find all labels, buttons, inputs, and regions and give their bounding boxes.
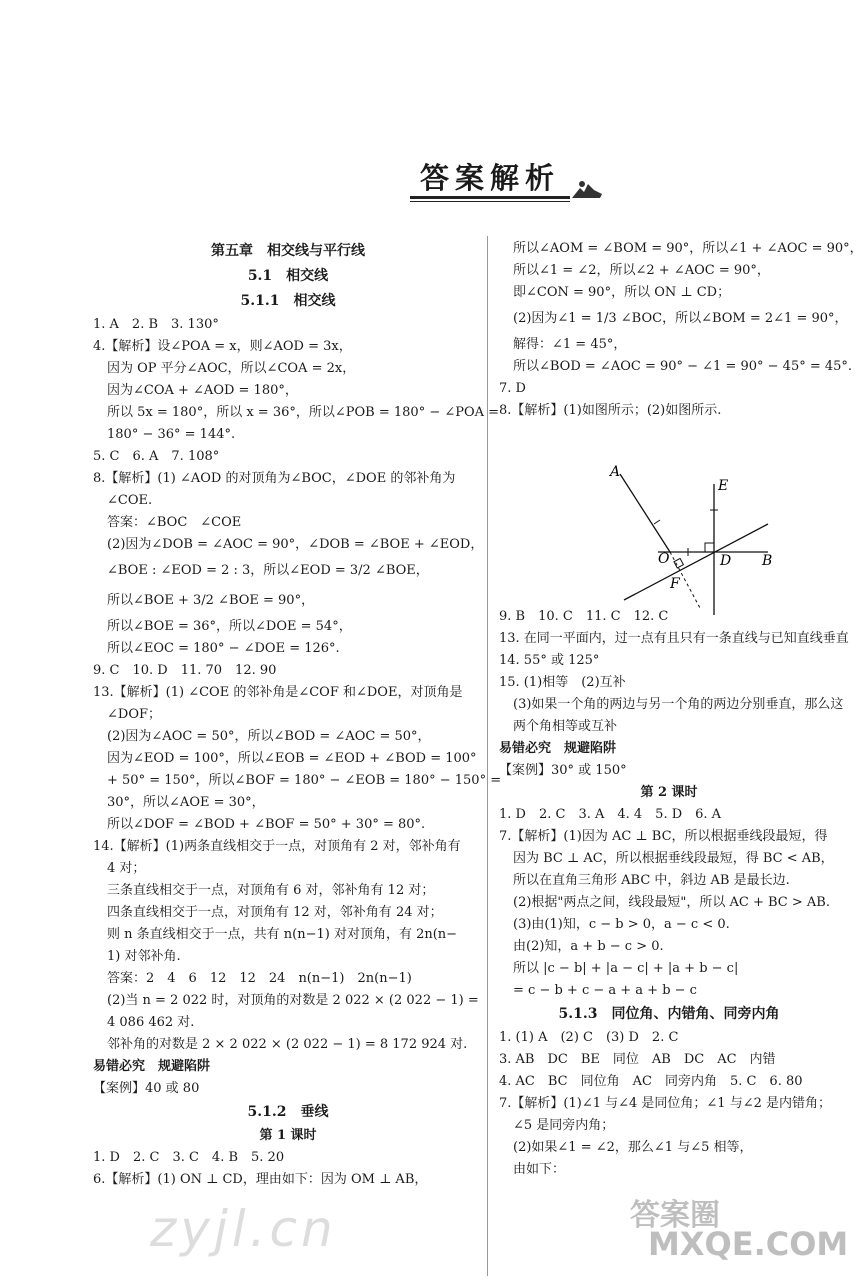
left-line: 1. D 2. C 3. C 4. B 5. 20 (93, 1150, 285, 1165)
right-line: 两个角相等或互补 (513, 719, 618, 734)
left-line: 第五章 相交线与平行线 (211, 243, 365, 259)
right-line: 解得：∠1 = 45°， (513, 337, 627, 352)
line-cd (624, 524, 768, 600)
right-line: 第 2 课时 (640, 785, 698, 800)
left-line: 则 n 条直线相交于一点，共有 n(n−1) 对对顶角，有 2n(n− (107, 927, 458, 942)
right-line: 5.1.3 同位角、内错角、同旁内角 (558, 1006, 780, 1022)
right-line: 所以 |c − b| + |a − c| + |a + b − c| (513, 961, 739, 976)
left-line: ∠BOE : ∠EOD = 2 : 3，所以∠EOD = 3/2 ∠BOE， (107, 563, 429, 578)
left-line: 答案：∠BOC ∠COE (107, 515, 242, 530)
page-title: 答案解析 (420, 161, 561, 195)
right-line: 9. B 10. C 11. C 12. C (499, 609, 669, 624)
right-line: 15. (1)相等 (2)互补 (499, 675, 626, 690)
left-line: (2)因为∠DOB = ∠AOC = 90°，∠DOB = ∠BOE + ∠EOD， (107, 537, 484, 552)
left-line: 5.1 相交线 (247, 268, 329, 284)
left-line: 【案例】40 或 80 (93, 1081, 200, 1096)
left-line: 4 对； (107, 861, 146, 876)
right-line: 所以∠BOD = ∠AOC = 90° − ∠1 = 90° − 45° = 45°. (513, 359, 853, 374)
right-line: 8.【解析】(1)如图所示；(2)如图所示. (499, 403, 722, 418)
ornament-icon (570, 176, 604, 202)
left-line: 因为∠EOD = 100°，所以∠EOB = ∠EOD + ∠BOD = 100° (107, 751, 477, 766)
left-line: 14.【解析】(1)两条直线相交于一点，对顶角有 2 对，邻补角有 (93, 839, 461, 854)
geometry-figure (598, 460, 798, 620)
right-line: 由如下： (513, 1162, 566, 1177)
right-line: = c − b + c − a + a + b − c (513, 983, 697, 998)
right-line: 7.【解析】(1)因为 AC ⊥ BC，所以根据垂线段最短，得 (499, 829, 828, 844)
right-line: ∠5 是同旁内角； (513, 1118, 615, 1133)
left-line: 所以∠EOC = 180° − ∠DOE = 126°. (107, 641, 340, 656)
left-line: 所以∠BOE = 36°，所以∠DOE = 54°， (107, 619, 352, 634)
right-line: 【案例】30° 或 150° (499, 763, 627, 778)
right-line: 3. AB DC BE 同位 AB DC AC 内错 (499, 1052, 776, 1067)
left-line: 四条直线相交于一点，对顶角有 12 对，邻补角有 24 对； (107, 905, 443, 920)
right-line: 因为 BC ⊥ AC，所以根据垂线段最短，得 BC < AB， (513, 851, 834, 866)
right-column (499, 238, 863, 1181)
right-line: 13. 在同一平面内，过一点有且只有一条直线与已知直线垂直 (499, 631, 849, 646)
left-line: 8.【解析】(1) ∠AOD 的对顶角为∠BOC，∠DOE 的邻补角为 (93, 471, 456, 486)
right-line: 易错必究 规避陷阱 (499, 741, 617, 756)
right-line: (2)根据"两点之间，线段最短"，所以 AC + BC > AB. (513, 895, 830, 910)
left-line: 易错必究 规避陷阱 (93, 1059, 211, 1074)
left-line: + 50° = 150°，所以∠BOF = 180° − ∠EOB = 180° − 150° = (107, 773, 502, 788)
left-line: 答案：2 4 6 12 12 24 n(n−1) 2n(n−1) (107, 971, 412, 986)
left-line: 所以∠BOE + 3/2 ∠BOE = 90°， (107, 593, 315, 608)
left-line: 因为∠COA + ∠AOD = 180°， (107, 383, 298, 398)
right-line: 即∠CON = 90°，所以 ON ⊥ CD； (513, 285, 731, 300)
left-line: 13.【解析】(1) ∠COE 的邻补角是∠COF 和∠DOE，对顶角是 (93, 685, 463, 700)
left-line: 4 086 462 对. (107, 1015, 195, 1030)
corner-watermark-url: MXQE.COM (648, 1225, 849, 1263)
right-line: 1. D 2. C 3. A 4. 4 5. D 6. A (499, 807, 722, 822)
left-line: ∠COE. (107, 493, 153, 508)
left-column (93, 238, 502, 1191)
left-line: 30°，所以∠AOE = 30°， (107, 795, 265, 810)
left-line: 所以∠DOF = ∠BOD + ∠BOF = 50° + 30° = 80°. (107, 817, 426, 832)
right-angle-mark-f (674, 558, 683, 567)
right-line: (2)如果∠1 = ∠2，那么∠1 与∠5 相等， (513, 1140, 753, 1155)
column-divider (487, 236, 488, 1276)
right-line: 7.【解析】(1)∠1 与∠4 是同位角；∠1 与∠2 是内错角； (499, 1096, 832, 1111)
right-line: 14. 55° 或 125° (499, 653, 600, 668)
label-e: E (718, 478, 729, 494)
left-line: 三条直线相交于一点，对顶角有 6 对，邻补角有 12 对； (107, 883, 435, 898)
left-line: 9. C 10. D 11. 70 12. 90 (93, 663, 277, 678)
left-line: 6.【解析】(1) ON ⊥ CD，理由如下：因为 OM ⊥ AB， (93, 1172, 428, 1187)
right-line: 所以∠AOM = ∠BOM = 90°，所以∠1 + ∠AOC = 90°， (513, 241, 863, 256)
label-a: A (610, 464, 621, 480)
right-line: 1. (1) A (2) C (3) D 2. C (499, 1030, 679, 1045)
left-line: 因为 OP 平分∠AOC，所以∠COA = 2x， (107, 361, 356, 376)
right-line: (2)因为∠1 = 1/3 ∠BOC，所以∠BOM = 2∠1 = 90°， (513, 311, 848, 326)
right-line: (3)如果一个角的两边与另一个角的两边分别垂直，那么这 (513, 697, 844, 712)
right-line: (3)由(1)知，c − b > 0，a − c < 0. (513, 917, 730, 932)
left-line: 4.【解析】设∠POA = x，则∠AOD = 3x， (93, 339, 352, 354)
left-line: 邻补角的对数是 2 × 2 022 × (2 022 − 1) = 8 172 924 对. (107, 1037, 468, 1052)
watermark: zyjl.cn (150, 1200, 337, 1258)
left-line: 第 1 课时 (259, 1128, 317, 1143)
left-line: ∠DOF； (107, 707, 161, 722)
corner-watermark-logo: 答案圈 (630, 1198, 720, 1233)
right-line: 7. D (499, 381, 526, 396)
label-f: F (670, 576, 680, 592)
right-angle-mark-d (705, 543, 714, 552)
right-line: 4. AC BC 同位角 AC 同旁内角 5. C 6. 80 (499, 1074, 803, 1089)
label-b: B (762, 553, 773, 569)
ray-oa (620, 474, 670, 552)
left-line: 所以 5x = 180°，所以 x = 36°，所以∠POB = 180° − ∠POA = (107, 405, 500, 420)
left-line: 180° − 36° = 144°. (107, 427, 236, 442)
left-line: (2)因为∠AOC = 50°，所以∠BOD = ∠AOC = 50°， (107, 729, 431, 744)
title-underline (410, 196, 570, 199)
left-line: 1. A 2. B 3. 130° (93, 317, 219, 332)
left-line: 5. C 6. A 7. 108° (93, 449, 220, 464)
right-line: 所以在直角三角形 ABC 中，斜边 AB 是最长边. (513, 873, 790, 888)
left-line: 5.1.2 垂线 (247, 1104, 329, 1120)
right-line: 所以∠1 = ∠2，所以∠2 + ∠AOC = 90°， (513, 263, 770, 278)
right-line: 由(2)知，a + b − c > 0. (513, 939, 664, 954)
left-line: 1) 对邻补角. (107, 949, 181, 964)
label-o: O (658, 551, 670, 567)
label-d: D (720, 553, 732, 569)
title-underline-thin (410, 201, 570, 202)
left-line: (2)当 n = 2 022 时，对顶角的对数是 2 022 × (2 022 − 1) = (107, 993, 479, 1008)
left-line: 5.1.1 相交线 (240, 293, 336, 309)
